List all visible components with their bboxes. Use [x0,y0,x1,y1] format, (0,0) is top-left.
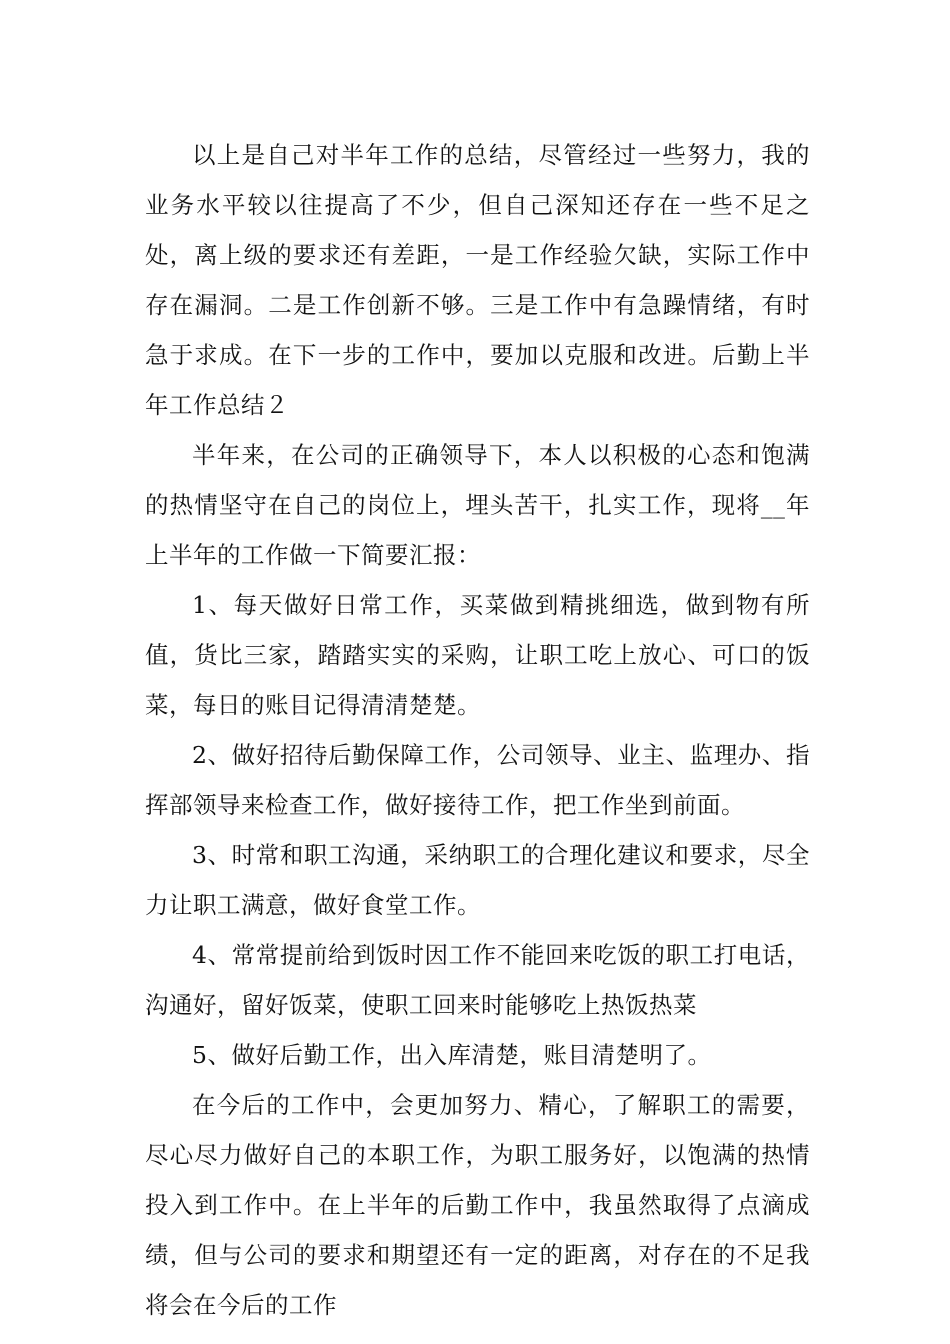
paragraph-item-2: 2、做好招待后勤保障工作，公司领导、业主、监理办、指挥部领导来检查工作，做好接待工作，把工作坐到前面。 [145,741,810,819]
paragraph-intro: 半年来，在公司的正确领导下，本人以积极的心态和饱满的热情坚守在自己的岗位上，埋头苦干，扎实工作，现将__年上半年的工作做一下简要汇报： [145,441,810,569]
paragraph-outlook: 在今后的工作中，会更加努力、精心，了解职工的需要，尽心尽力做好自己的本职工作，为职工服务好，以饱满的热情投入到工作中。在上半年的后勤工作中，我虽然取得了点滴成绩，但与公司的要求和期望还有一定的距离，对存在的不足我将会在今后的工作 [145,1091,810,1319]
document-body [145,130,810,1330]
paragraph-item-1: 1、每天做好日常工作，买菜做到精挑细选，做到物有所值，货比三家，踏踏实实的采购，让职工吃上放心、可口的饭菜，每日的账目记得清清楚楚。 [145,591,810,719]
paragraph-summary-conclusion: 以上是自己对半年工作的总结，尽管经过一些努力，我的业务水平较以往提高了不少，但自己深知还存在一些不足之处，离上级的要求还有差距，一是工作经验欠缺，实际工作中存在漏洞。二是工作创新不够。三是工作中有急躁情绪，有时急于求成。在下一步的工作中，要加以克服和改进。后勤上半年工作总结２ [145,141,810,419]
paragraph-item-5: 5、做好后勤工作，出入库清楚，账目清楚明了。 [192,1041,712,1069]
paragraph-item-4: 4、常常提前给到饭时因工作不能回来吃饭的职工打电话，沟通好，留好饭菜，使职工回来时能够吃上热饭热菜 [145,941,810,1019]
paragraph-item-3: 3、时常和职工沟通，采纳职工的合理化建议和要求，尽全力让职工满意，做好食堂工作。 [145,841,810,919]
